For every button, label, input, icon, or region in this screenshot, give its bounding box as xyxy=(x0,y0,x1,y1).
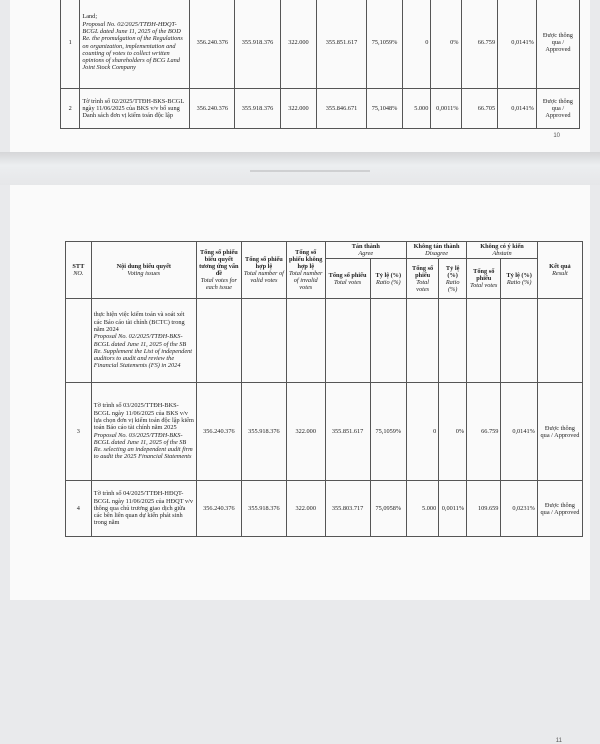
invalid-votes: 322.000 xyxy=(286,383,325,481)
header-issue-en: Voting issues xyxy=(127,270,161,277)
separator-shadow xyxy=(250,170,370,172)
header-disagree-vi: Không tán thành xyxy=(413,243,460,250)
issue-vietnamese: thực hiện việc kiểm toán và soát xét các Báo cáo tài chính (BCTC) trong năm 2024 xyxy=(93,311,185,333)
row-number: 3 xyxy=(66,383,92,481)
result: Được thông qua / Approved xyxy=(536,89,579,129)
issue-english: Proposal No. 03/2025/TTĐH-BKS-BCGL dated June 11, 2025 of the SB Re. selecting an independent audit firm to audit the 2025 Financial Statements xyxy=(93,431,193,461)
document-page-10 xyxy=(10,0,590,152)
abstain-ratio: 0,0231% xyxy=(501,481,537,537)
page-number: 11 xyxy=(555,738,562,744)
disagree-ratio xyxy=(439,299,467,383)
subheader-votes-en: Total votes xyxy=(333,278,362,286)
subheader-ratio-vi: Tỷ lệ (%) xyxy=(375,271,402,279)
header-total xyxy=(196,242,241,299)
subheader-ratio-en: Ratio (%) xyxy=(445,278,460,293)
total-votes: 356.240.376 xyxy=(196,481,241,537)
subheader-votes-vi: Tổng số phiếu xyxy=(328,271,367,279)
voting-results-table-page-10 xyxy=(60,0,580,129)
voting-issue-cell xyxy=(80,0,190,89)
header-invalid-en: Total number of invalid votes xyxy=(288,270,323,291)
header-result xyxy=(537,242,582,299)
row-number xyxy=(66,299,92,383)
total-votes xyxy=(196,299,241,383)
total-votes: 356.240.376 xyxy=(196,383,241,481)
subheader-ratio-en: Ratio (%) xyxy=(506,278,532,286)
row-number: 2 xyxy=(61,89,80,129)
table-row xyxy=(61,0,580,89)
disagree-votes: 5.000 xyxy=(407,481,439,537)
header-valid xyxy=(241,242,286,299)
table-row xyxy=(66,299,583,383)
invalid-votes xyxy=(286,299,325,383)
table-row xyxy=(66,383,583,481)
agree-ratio xyxy=(370,299,406,383)
row-number: 1 xyxy=(61,0,80,89)
valid-votes: 355.918.376 xyxy=(241,383,286,481)
header-issue-vi: Nội dung biểu quyết xyxy=(116,263,171,270)
header-disagree-ratio xyxy=(439,259,467,299)
disagree-ratio: 0,0011% xyxy=(431,89,461,129)
subheader-votes-vi: Tổng số phiếu xyxy=(412,264,434,279)
header-result-en: Result xyxy=(552,270,568,277)
agree-votes: 355.846.671 xyxy=(317,89,367,129)
result: Được thông qua / Approved xyxy=(536,0,579,89)
agree-votes: 355.851.617 xyxy=(325,383,370,481)
subheader-ratio-en: Ratio (%) xyxy=(375,278,401,286)
abstain-ratio: 0,0141% xyxy=(501,383,537,481)
disagree-ratio: 0,0011% xyxy=(439,481,467,537)
valid-votes: 355.918.376 xyxy=(235,0,280,89)
valid-votes: 355.918.376 xyxy=(241,481,286,537)
subheader-votes-vi: Tổng số phiếu xyxy=(473,268,495,282)
header-agree-ratio xyxy=(370,259,406,299)
header-agree-votes xyxy=(325,259,370,299)
valid-votes xyxy=(241,299,286,383)
header-total-en: Total votes for each issue xyxy=(200,277,237,291)
disagree-votes: 0 xyxy=(403,0,431,89)
agree-votes xyxy=(325,299,370,383)
header-abstain-votes xyxy=(467,259,501,299)
result: Được thông qua / Approved xyxy=(537,481,582,537)
disagree-votes: 0 xyxy=(407,383,439,481)
issue-english: Proposal No. 02/2025/TTĐH-BKS-BCGL dated June 11, 2025 of the SB Re. Supplement the List of independent auditors to audit and review the Financial Statements (FS) in 2024 xyxy=(93,333,193,370)
invalid-votes: 322.000 xyxy=(280,0,317,89)
disagree-votes xyxy=(407,299,439,383)
abstain-ratio xyxy=(501,299,537,383)
agree-votes: 355.851.617 xyxy=(317,0,367,89)
voting-results-table-page-11 xyxy=(65,241,583,537)
header-issue xyxy=(91,242,196,299)
subheader-votes-en: Total votes xyxy=(416,278,430,293)
header-stt xyxy=(66,242,92,299)
header-invalid-vi: Tổng số phiếu không hợp lệ xyxy=(289,249,323,270)
invalid-votes: 322.000 xyxy=(280,89,317,129)
issue-vietnamese: Tờ trình số 03/2025/TTĐH-BKS-BCGL ngày 11/06/2025 của BKS v/v lựa chọn đơn vị kiểm toán độc lập kiểm toán Báo cáo tài chính năm 2025 xyxy=(93,402,194,432)
agree-ratio: 75,0958% xyxy=(370,481,406,537)
page-separator xyxy=(0,152,600,185)
disagree-ratio: 0% xyxy=(439,383,467,481)
row-number: 4 xyxy=(66,481,92,537)
agree-votes: 355.803.717 xyxy=(325,481,370,537)
total-votes: 356.240.376 xyxy=(190,89,235,129)
abstain-votes: 109.659 xyxy=(467,481,501,537)
header-agree-en: Agree xyxy=(358,250,374,257)
header-abstain-ratio xyxy=(501,259,537,299)
result: Được thông qua / Approved xyxy=(537,383,582,481)
header-abstain-group xyxy=(467,242,538,259)
header-stt-vi: STT xyxy=(72,263,85,270)
header-agree-vi: Tán thành xyxy=(351,243,380,250)
issue-vietnamese: Tờ trình số 02/2025/TTĐH-BKS-BCGL ngày 11/06/2025 của BKS v/v bổ sung Danh sách đơn vị kiểm toán độc lập xyxy=(82,97,184,120)
abstain-votes xyxy=(467,299,501,383)
header-disagree-en: Disagree xyxy=(425,250,448,257)
header-valid-vi: Tổng số phiếu hợp lệ xyxy=(245,256,283,270)
voting-issue-cell xyxy=(91,481,196,537)
header-disagree-votes xyxy=(407,259,439,299)
abstain-votes: 66.759 xyxy=(461,0,498,89)
voting-issue-cell xyxy=(91,383,196,481)
voting-issue-cell xyxy=(80,89,190,129)
total-votes: 356.240.376 xyxy=(190,0,235,89)
disagree-ratio: 0% xyxy=(431,0,461,89)
header-abstain-vi: Không có ý kiến xyxy=(480,243,524,250)
agree-ratio: 75,1059% xyxy=(366,0,403,89)
header-result-vi: Kết quả xyxy=(549,263,571,270)
issue-vietnamese: Tờ trình số 04/2025/TTĐH-HĐQT-BCGL ngày 11/06/2025 của HĐQT v/v thông qua chủ trương giao dịch giữa các bên liên quan dự kiến phát sinh trong năm xyxy=(93,490,194,527)
subheader-ratio-vi: Tỷ lệ (%) xyxy=(506,271,532,279)
abstain-ratio: 0,0141% xyxy=(498,89,537,129)
document-page-11 xyxy=(10,185,590,744)
page-number: 10 xyxy=(553,133,560,139)
table-row xyxy=(66,481,583,537)
header-disagree-group xyxy=(407,242,467,259)
header-stt-en: NO. xyxy=(73,270,84,277)
valid-votes: 355.918.376 xyxy=(235,89,280,129)
voting-issue-cell xyxy=(91,299,196,383)
subheader-votes-en: Total votes xyxy=(470,282,498,289)
invalid-votes: 322.000 xyxy=(286,481,325,537)
issue-english: Proposal No. 02/2025/TTĐH-HĐQT-BCGL dated June 11, 2025 of the BOD Re. the promulgation of the Regulations on organization, implementation and counting of votes to collect written opinions of shareholders of BCG Land Joint Stock Company xyxy=(82,20,183,72)
header-invalid xyxy=(286,242,325,299)
disagree-votes: 5.000 xyxy=(403,89,431,129)
result xyxy=(537,299,582,383)
abstain-votes: 66.759 xyxy=(467,383,501,481)
abstain-votes: 66.705 xyxy=(461,89,498,129)
header-valid-en: Total number of valid votes xyxy=(243,270,284,284)
subheader-ratio-vi: Tỷ lệ (%) xyxy=(445,264,460,279)
issue-vietnamese: Land; xyxy=(82,13,98,21)
abstain-ratio: 0,0141% xyxy=(498,0,537,89)
agree-ratio: 75,1059% xyxy=(370,383,406,481)
header-agree-group xyxy=(325,242,407,259)
agree-ratio: 75,1048% xyxy=(366,89,403,129)
header-total-vi: Tổng số phiếu biểu quyết tương ứng vấn đề xyxy=(199,249,239,277)
header-abstain-en: Abstain xyxy=(492,250,512,257)
table-row xyxy=(61,89,580,129)
table-header-row xyxy=(66,242,583,259)
